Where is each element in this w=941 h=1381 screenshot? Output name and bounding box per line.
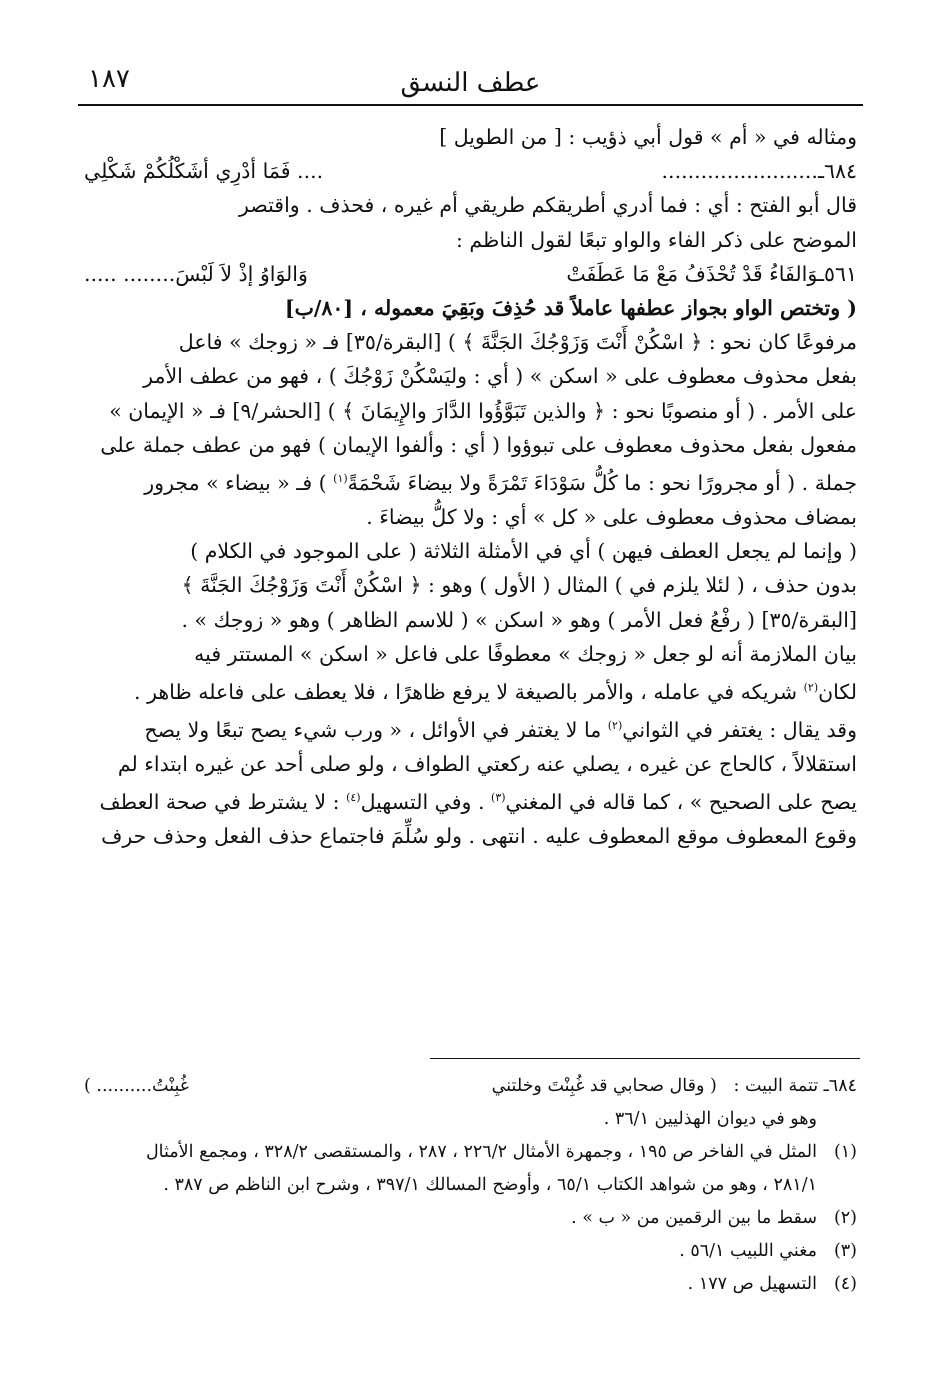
text-line: ( وإنما لم يجعل العطف فيهن ) أي في الأمثلة الثلاثة ( على الموجود في الكلام ) [190, 539, 857, 564]
text-line: مفعول بفعل محذوف معطوف على تبوؤوا ( أي : وألفوا الإيمان ) فهو من عطف جملة على [100, 432, 857, 457]
footnote-verse: ( وقال صحابي قد غُبِنْتَ وخلتني [491, 1076, 717, 1096]
verse-text: .... فَمَا أدْرِي أشَكْلُكُمْ شَكْلِي [84, 159, 324, 184]
footnote-1-cont: ٢٨١/١ ، وهو من شواهد الكتاب ٦٥/١ ، وأوضح المسالك ٣٩٧/١ ، وشرح ابن الناظم ص ٣٨٧ . [163, 1175, 817, 1195]
footnote-684 [84, 1070, 857, 1103]
text-segment: لكان [818, 679, 857, 704]
text-line: بيان الملازمة أنه لو جعل « زوجك » معطوفًا على فاعل « اسكن » المستتر فيه [194, 641, 857, 666]
footnotes [84, 1070, 857, 1301]
text-line [84, 671, 857, 709]
footnote-text: سقط ما بين الرقمين من « ب » . [571, 1208, 817, 1228]
text-line: استقلالاً ، كالحاج عن غيره ، يصلي عنه ركعتي الطواف ، ولو صلى أحد عن غيره ابتداء لم [117, 752, 857, 777]
text-segment: وقد يقال : يغتفر في الثواني [622, 717, 857, 742]
footnote-ref: (٤) [346, 791, 361, 805]
footnote-4 [84, 1268, 857, 1301]
footnote-3 [84, 1235, 857, 1268]
text-line [84, 781, 857, 819]
text-segment: جملة . ( أو مجرورًا نحو : ما كُلُّ سَوْدَاءَ تَمْرَةً ولا بيضاءَ شَحْمَةً [347, 470, 857, 495]
footnote-ref: (٣) [491, 791, 506, 805]
text-line: بدون حذف ، ( لئلا يلزم في ) المثال ( الأول ) وهو : ﴿ اسْكُنْ أَنْتَ وَزَوْجُكَ الجَنَّةَ ﴾ [181, 573, 857, 598]
running-title: عطف النسق [400, 68, 541, 98]
text-line: بمضاف محذوف معطوف على « كل » أي : ولا كلُّ بيضاءَ . [366, 505, 857, 530]
verse-561 [84, 257, 857, 291]
footnote-separator [430, 1058, 860, 1059]
text-line [84, 291, 857, 325]
text-segment: . وفي التسهيل [360, 790, 492, 815]
text-line: وقوع المعطوف موقع المعطوف عليه . انتهى . ولو سُلِّمَ فاجتماع حذف الفعل وحذف حرف [101, 824, 857, 849]
text-segment: يصح على الصحيح » ، كما قاله في المغني [505, 790, 857, 815]
text-line: بفعل محذوف معطوف على « اسكن » ( أي : وليَسْكُنْ زَوْجُكَ ) ، فهو من عطف الأمر [143, 364, 857, 389]
footnote-ref: (٢) [803, 681, 819, 695]
main-text [84, 120, 857, 854]
text-line: على الأمر . ( أو منصوبًا نحو : ﴿ والذين تَبَوَّؤُوا الدَّارَ والإِيمَانَ ﴾ ) [الحشر/٩] فـ « الإيمان » [109, 398, 857, 423]
page-number: ١٨٧ [88, 64, 130, 94]
verse-dots: ........................ [661, 159, 818, 184]
footnote-number: (٤) [833, 1274, 857, 1294]
footnote-ref: (١) [333, 472, 348, 486]
bold-text: ( وتختص الواو بجواز عطفها عاملاً قد حُذِفَ وبَقِيَ معموله ، [٨٠/ب] [284, 296, 857, 321]
text-line: الموضح على ذكر الفاء والواو تبعًا لقول الناظم : [455, 227, 857, 252]
footnote-1 [84, 1136, 857, 1169]
footnote-text: التسهيل ص ١٧٧ . [687, 1274, 817, 1294]
footnote-text: مغني اللبيب ٥٦/١ . [679, 1241, 817, 1261]
verse-hemistich-1: وَالفَاءُ قَدْ تُحْذَفُ مَعْ مَا عَطَفَتْ [566, 261, 818, 286]
footnote-text: المثل في الفاخر ص ١٩٥ ، وجمهرة الأمثال ٢٢٦/٢ ، ٢٨٧ ، والمستقصى ٣٢٨/٢ ، ومجمع الأمثال [145, 1142, 817, 1162]
text-segment: شريكه في عامله ، والأمر بالصيغة لا يرفع ظاهرًا ، فلا يعطف على فاعله ظاهر . [134, 679, 804, 704]
footnote-number: (٣) [833, 1241, 857, 1261]
footnote-ref: (٢) [607, 719, 623, 733]
verse-number: ٥٦١ـ [817, 261, 857, 286]
footnote-2 [84, 1202, 857, 1235]
footnote-number: (١) [833, 1142, 857, 1162]
text-line: [البقرة/٣٥] ( رفْعُ فعل الأمر ) وهو « اسكن » ( للاسم الظاهر ) وهو « زوجك » . [181, 607, 857, 632]
page-header [78, 58, 863, 106]
text-line [84, 709, 857, 747]
text-segment: ) فـ « بيضاء » مجرور [144, 470, 334, 495]
text-segment: : لا يشترط في صحة العطف [99, 790, 347, 815]
verse-hemistich-2: وَالوَاوُ إذْ لاَ لَبْسَ........ ..... [84, 261, 308, 286]
text-line: مرفوعًا كان نحو : ﴿ اسْكُنْ أَنْتَ وَزَوْجُكَ الجَنَّةَ ﴾ ) [البقرة/٣٥] فـ « زوجك » فاعل [178, 330, 857, 355]
text-line: قال أبو الفتح : أي : فما أدري أطريقكم طريقي أم غيره ، فحذف . واقتصر [239, 193, 857, 218]
text-line: ومثاله في « أم » قول أبي ذؤيب : [ من الطويل ] [439, 125, 857, 149]
text-line [84, 462, 857, 500]
footnote-verse-end: غُبِنْتُ.......... ) [84, 1076, 189, 1096]
footnote-source: وهو في ديوان الهذليين ٣٦/١ . [603, 1109, 817, 1129]
text-segment: ما لا يغتفر في الأوائل ، « ورب شيء يصح تبعًا ولا يصح [144, 717, 608, 742]
verse-684 [84, 154, 857, 188]
footnote-number: (٢) [833, 1208, 857, 1228]
footnote-label: ٦٨٤ـ تتمة البيت : [733, 1076, 857, 1096]
verse-number: ٦٨٤ـ [817, 159, 857, 184]
